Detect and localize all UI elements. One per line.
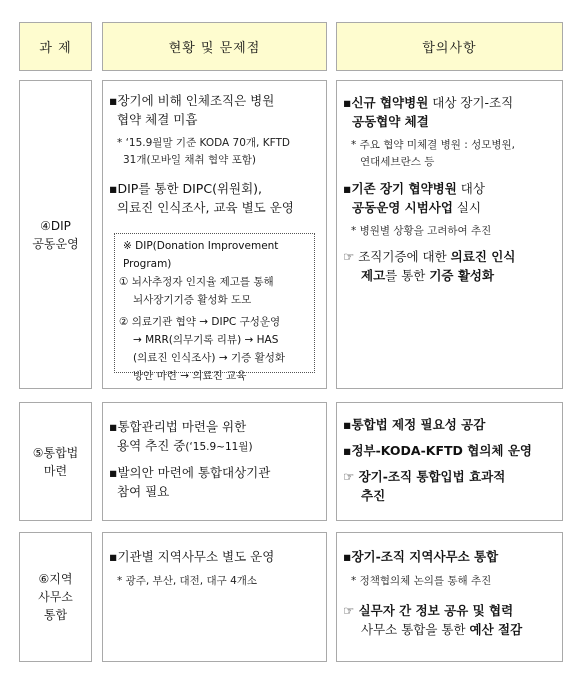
agreement-emphasis: 제고 <box>361 268 386 283</box>
agreement-emphasis: 추진 <box>361 488 386 503</box>
agreement-emphasis: ▪장기-조직 지역사무소 통합 <box>343 549 499 564</box>
note-item: (의료진 인식조사) → 기증 활성화 <box>133 352 286 364</box>
agreement-emphasis: 실무자 간 정보 공유 및 협력 <box>354 603 514 618</box>
agreement-action <box>343 601 556 639</box>
agreement-subnote <box>351 137 556 171</box>
status-subnote <box>117 135 320 169</box>
agreement-emphasis: 공동협약 체결 <box>352 114 429 129</box>
row-dip-title-line1: ④DIP <box>40 218 71 233</box>
agreement-bullet <box>343 93 556 131</box>
status-text: ▪통합관리법 마련을 위한 <box>109 419 247 434</box>
agreement-text: 조직기증에 대한 <box>354 249 451 264</box>
agreement-emphasis: 기존 장기 협약병원 <box>351 181 457 196</box>
row-office-status <box>102 532 327 662</box>
header-task <box>19 22 92 71</box>
agreement-text: 실시 <box>452 200 482 215</box>
dip-note-box <box>114 233 315 382</box>
status-text: ▪기관별 지역사무소 별도 운영 <box>109 549 275 564</box>
bullet-marker: ▪ <box>343 181 352 196</box>
status-subnote-text: * ‘15.9월말 기준 KODA 70개, KFTD <box>117 137 290 149</box>
row-dip-agreement <box>336 80 563 389</box>
header-task-label: 과 제 <box>39 41 72 56</box>
header-agreement-label: 합의사항 <box>422 41 477 56</box>
pointing-hand-icon: ☞ <box>343 249 355 264</box>
row-law-title <box>19 402 92 521</box>
status-bullet <box>109 417 320 457</box>
row-law-title-line1: ⑤통합법 <box>32 445 79 460</box>
agreement-text: 를 통한 <box>385 268 430 283</box>
status-subnote-text: * 광주, 부산, 대전, 대구 4개소 <box>117 575 258 587</box>
status-bullet <box>109 463 320 501</box>
row-office-title-line2: 사무소 <box>38 590 73 604</box>
agreement-emphasis: 공동운영 시범사업 <box>352 200 453 215</box>
row-dip-title <box>19 80 92 389</box>
row-office-title-line1: ⑥지역 <box>38 572 73 586</box>
agreement-bullet <box>343 179 556 217</box>
note-item: ① 뇌사추정자 인지율 제고를 통해 <box>119 276 274 288</box>
agreement-subnote-text: * 병원별 상황을 고려하여 추진 <box>351 225 492 237</box>
agreement-text: 대상 <box>456 181 485 196</box>
row-office-title-line3: 통합 <box>43 608 68 622</box>
row-dip-status <box>102 80 327 389</box>
header-status <box>102 22 327 71</box>
status-text: 의료진 인식조사, 교육 별도 운영 <box>117 200 294 215</box>
row-law-agreement <box>336 402 563 521</box>
agreement-subnote-text: 연대세브란스 등 <box>360 156 435 168</box>
header-status-label: 현황 및 문제점 <box>168 41 261 56</box>
note-title: ※ DIP(Donation Improvement Program) <box>123 240 279 270</box>
header-agreement <box>336 22 563 71</box>
agreement-subnote-text: * 정책협의체 논의를 통해 추진 <box>351 575 492 587</box>
status-bullet <box>109 179 320 217</box>
row-office-agreement <box>336 532 563 662</box>
note-item: 뇌사장기기증 활성화 도모 <box>133 294 252 306</box>
agreement-emphasis: 장기-조직 통합입법 효과적 <box>354 469 506 484</box>
row-law-status <box>102 402 327 521</box>
agreement-subnote <box>351 223 556 240</box>
status-text: ▪DIP를 통한 DIPC(위원회), <box>109 181 263 196</box>
note-item: → MRR(의무기록 리뷰) → HAS <box>133 334 279 346</box>
status-text: ▪발의안 마련에 통합대상기관 <box>109 465 271 480</box>
agreement-emphasis: ▪통합법 제정 필요성 공감 <box>343 417 486 432</box>
status-bullet <box>109 91 320 129</box>
agreement-emphasis: 신규 협약병원 <box>351 95 429 110</box>
agreement-text: 사무소 통합을 통한 <box>361 622 470 637</box>
status-period: (‘15.9~11월) <box>185 441 253 453</box>
agreement-subnote-text: * 주요 협약 미체결 병원 : 성모병원, <box>351 139 516 151</box>
row-office-title <box>19 532 92 662</box>
bullet-marker: ▪ <box>343 95 352 110</box>
status-subnote-text: 31개(모바일 채취 협약 포함) <box>123 154 256 166</box>
agreement-text: 대상 장기-조직 <box>428 95 514 110</box>
status-text: 용역 추진 중 <box>117 438 186 453</box>
agreement-emphasis: 의료진 인식 <box>450 249 516 264</box>
agreement-action <box>343 467 556 505</box>
agreement-action <box>343 247 556 285</box>
pointing-hand-icon: ☞ <box>343 469 355 484</box>
agreement-emphasis: ▪정부-KODA-KFTD 협의체 운영 <box>343 443 533 458</box>
agreement-emphasis: 예산 절감 <box>469 622 523 637</box>
note-item: 방안 마련 → 의료진 교육 <box>133 370 247 382</box>
pointing-hand-icon: ☞ <box>343 603 355 618</box>
status-text: 참여 필요 <box>117 484 170 499</box>
row-dip-title-line2: 공동운영 <box>32 236 79 251</box>
status-text: 협약 체결 미흡 <box>117 112 198 127</box>
row-law-title-line2: 마련 <box>43 463 68 478</box>
status-text: ▪장기에 비해 인체조직은 병원 <box>109 93 275 108</box>
note-item: ② 의료기관 협약 → DIPC 구성운영 <box>119 316 281 328</box>
agreement-emphasis: 기증 활성화 <box>429 268 495 283</box>
